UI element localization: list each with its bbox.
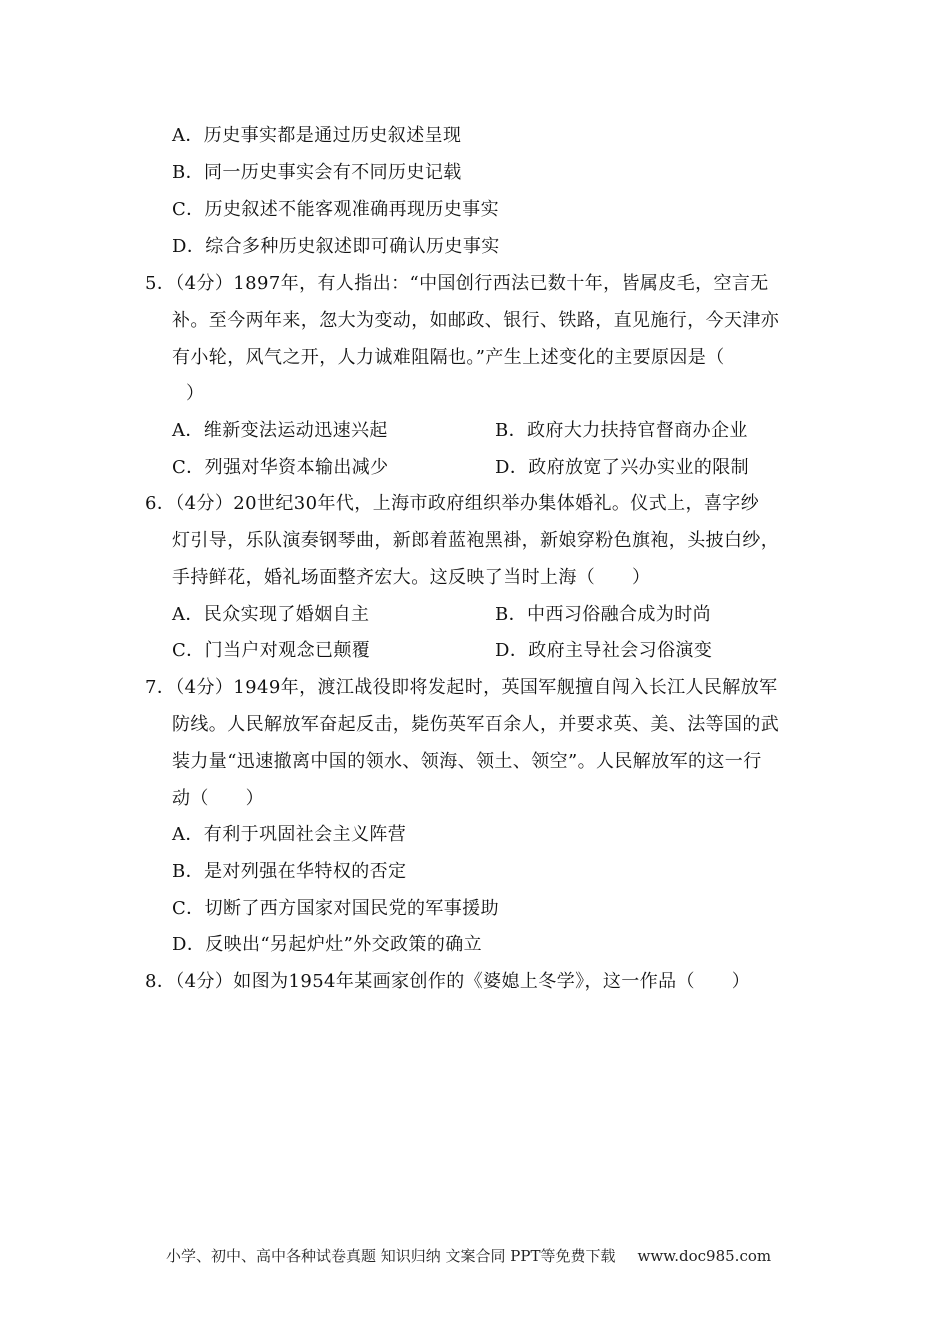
q7-stem-line-4: 动（ ） <box>172 788 264 809</box>
q7-option-a: A．有利于巩固社会主义阵营 <box>172 824 407 845</box>
q6-stem-line-2: 灯引导，乐队演奏钢琴曲，新郎着蓝袍黑褂，新娘穿粉色旗袍，头披白纱， <box>172 530 780 551</box>
q7-stem-line-3: 装力量“迅速撤离中国的领水、领海、领土、领空”。人民解放军的这一行 <box>172 751 762 772</box>
q5-option-c: C．列强对华资本输出减少 <box>172 457 389 478</box>
q6-stem-line-1: 6．（4分）20世纪30年代，上海市政府组织举办集体婚礼。仪式上，喜字纱 <box>145 493 760 514</box>
q4-option-d: D．综合多种历史叙述即可确认历史事实 <box>172 236 500 257</box>
q5-stem-line-2: 补。至今两年来，忽大为变动，如邮政、银行、铁路，直见施行，今天津亦 <box>172 310 780 331</box>
q8-stem-line-1: 8．（4分）如图为1954年某画家创作的《婆媳上冬学》，这一作品（ ） <box>145 971 751 992</box>
q5-option-d: D．政府放宽了兴办实业的限制 <box>495 457 750 478</box>
q5-stem-line-4: ） <box>186 383 205 404</box>
q7-stem-line-2: 防线。人民解放军奋起反击，毙伤英军百余人，并要求英、美、法等国的武 <box>172 714 780 735</box>
q7-option-d: D．反映出“另起炉灶”外交政策的确立 <box>172 934 483 955</box>
page-footer <box>166 1246 771 1266</box>
q7-option-b: B．是对列强在华特权的否定 <box>172 861 407 882</box>
q6-option-c: C．门当户对观念已颠覆 <box>172 640 371 661</box>
footer-url[interactable]: www.doc985.com <box>637 1247 772 1265</box>
q5-option-a: A．维新变法运动迅速兴起 <box>172 420 388 441</box>
q5-stem-line-1: 5．（4分）1897年，有人指出：“中国创行西法已数十年，皆属皮毛，空言无 <box>145 273 769 294</box>
q4-option-a: A．历史事实都是通过历史叙述呈现 <box>172 125 462 146</box>
q5-option-b: B．政府大力扶持官督商办企业 <box>495 420 748 441</box>
q4-option-c: C．历史叙述不能客观准确再现历史事实 <box>172 199 499 220</box>
q6-option-a: A．民众实现了婚姻自主 <box>172 604 370 625</box>
q7-stem-line-1: 7．（4分）1949年，渡江战役即将发起时，英国军舰擅自闯入长江人民解放军 <box>145 677 778 698</box>
q6-stem-line-3: 手持鲜花，婚礼场面整齐宏大。这反映了当时上海（ ） <box>172 567 651 588</box>
q6-option-d: D．政府主导社会习俗演变 <box>495 640 713 661</box>
q7-option-c: C．切断了西方国家对国民党的军事援助 <box>172 898 499 919</box>
q4-option-b: B．同一历史事实会有不同历史记载 <box>172 162 462 183</box>
q6-option-b: B．中西习俗融合成为时尚 <box>495 604 712 625</box>
footer-text: 小学、初中、高中各种试卷真题 知识归纳 文案合同 PPT等免费下载 <box>166 1247 616 1265</box>
q5-stem-line-3: 有小轮，风气之开，人力诚难阻隔也。”产生上述变化的主要原因是（ <box>172 347 725 368</box>
